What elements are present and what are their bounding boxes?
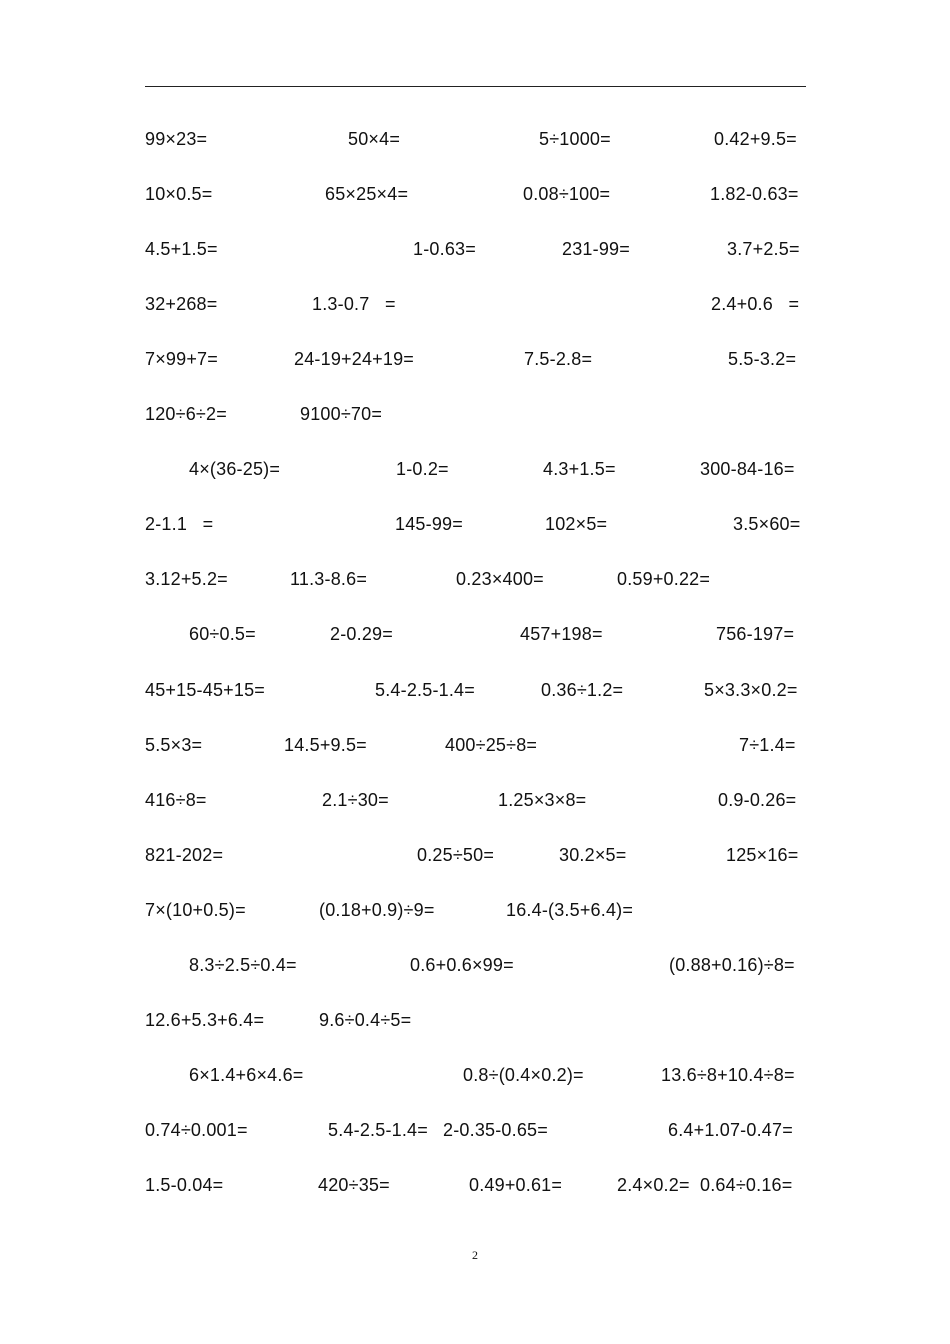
problem-r10-c4: 756-197= — [716, 624, 795, 644]
problem-r10-c2: 2-0.29= — [330, 624, 393, 644]
problem-r20-c3: 0.49+0.61= — [469, 1175, 563, 1195]
problem-r12-c3: 400÷25÷8= — [445, 735, 538, 755]
problem-r14-c3: 30.2×5= — [559, 845, 627, 865]
problem-r18-c2: 0.8÷(0.4×0.2)= — [463, 1065, 584, 1085]
problem-r11-c3: 0.36÷1.2= — [541, 680, 624, 700]
problem-r16-c1: 8.3÷2.5÷0.4= — [189, 955, 297, 975]
problem-r2-c2: 65×25×4= — [325, 184, 409, 204]
problem-r1-c2: 50×4= — [348, 129, 401, 149]
problem-r20-c4: 2.4×0.2= — [617, 1175, 690, 1195]
problem-r7-c1: 4×(36-25)= — [189, 459, 281, 479]
problem-r20-c2: 420÷35= — [318, 1175, 390, 1195]
problem-r14-c4: 125×16= — [726, 845, 799, 865]
problem-r19-c3: 2-0.35-0.65= — [443, 1120, 548, 1140]
problem-r1-c4: 0.42+9.5= — [714, 129, 797, 149]
problem-r5-c4: 5.5-3.2= — [728, 349, 797, 369]
problem-r10-c1: 60÷0.5= — [189, 624, 256, 644]
problem-r3-c4: 3.7+2.5= — [727, 239, 800, 259]
problem-r15-c2: (0.18+0.9)÷9= — [319, 900, 435, 920]
problem-r4-c3: 2.4+0.6 = — [711, 294, 800, 314]
problem-r17-c1: 12.6+5.3+6.4= — [145, 1010, 265, 1030]
problem-r2-c4: 1.82-0.63= — [710, 184, 799, 204]
problem-r14-c2: 0.25÷50= — [417, 845, 495, 865]
problem-r16-c2: 0.6+0.6×99= — [410, 955, 514, 975]
problem-r4-c2: 1.3-0.7 = — [312, 294, 396, 314]
problem-r7-c3: 4.3+1.5= — [543, 459, 616, 479]
problem-r1-c1: 99×23= — [145, 129, 208, 149]
problem-r5-c2: 24-19+24+19= — [294, 349, 415, 369]
problem-r5-c1: 7×99+7= — [145, 349, 218, 369]
problem-r8-c4: 3.5×60= — [733, 514, 801, 534]
problem-r9-c4: 0.59+0.22= — [617, 569, 711, 589]
problem-r7-c4: 300-84-16= — [700, 459, 795, 479]
problem-r9-c1: 3.12+5.2= — [145, 569, 228, 589]
problem-r19-c4: 6.4+1.07-0.47= — [668, 1120, 793, 1140]
problem-r11-c4: 5×3.3×0.2= — [704, 680, 798, 700]
problem-r15-c1: 7×(10+0.5)= — [145, 900, 246, 920]
problem-r10-c3: 457+198= — [520, 624, 603, 644]
problem-r13-c4: 0.9-0.26= — [718, 790, 797, 810]
problem-r13-c1: 416÷8= — [145, 790, 207, 810]
problem-r18-c3: 13.6÷8+10.4÷8= — [661, 1065, 795, 1085]
problem-r2-c1: 10×0.5= — [145, 184, 213, 204]
problem-r20-c5: 0.64÷0.16= — [700, 1175, 793, 1195]
problem-r14-c1: 821-202= — [145, 845, 224, 865]
problem-r7-c2: 1-0.2= — [396, 459, 449, 479]
problem-r15-c3: 16.4-(3.5+6.4)= — [506, 900, 634, 920]
problem-r13-c3: 1.25×3×8= — [498, 790, 587, 810]
problem-r11-c2: 5.4-2.5-1.4= — [375, 680, 475, 700]
problem-r9-c3: 0.23×400= — [456, 569, 544, 589]
problem-r3-c3: 231-99= — [562, 239, 630, 259]
problem-r8-c1: 2-1.1 = — [145, 514, 214, 534]
problem-r13-c2: 2.1÷30= — [322, 790, 389, 810]
problem-r2-c3: 0.08÷100= — [523, 184, 611, 204]
problem-r3-c1: 4.5+1.5= — [145, 239, 218, 259]
problem-r12-c2: 14.5+9.5= — [284, 735, 367, 755]
problem-r17-c2: 9.6÷0.4÷5= — [319, 1010, 412, 1030]
problem-r20-c1: 1.5-0.04= — [145, 1175, 224, 1195]
problem-r19-c1: 0.74÷0.001= — [145, 1120, 248, 1140]
problem-r12-c4: 7÷1.4= — [739, 735, 796, 755]
problem-r18-c1: 6×1.4+6×4.6= — [189, 1065, 304, 1085]
page-number: 2 — [472, 1248, 478, 1262]
problem-r11-c1: 45+15-45+15= — [145, 680, 266, 700]
problem-r19-c2: 5.4-2.5-1.4= — [328, 1120, 428, 1140]
problem-r1-c3: 5÷1000= — [539, 129, 611, 149]
problem-r6-c1: 120÷6÷2= — [145, 404, 227, 424]
problem-r8-c2: 145-99= — [395, 514, 463, 534]
problem-r6-c2: 9100÷70= — [300, 404, 383, 424]
problem-r8-c3: 102×5= — [545, 514, 608, 534]
problem-r5-c3: 7.5-2.8= — [524, 349, 593, 369]
problem-r3-c2: 1-0.63= — [413, 239, 476, 259]
problem-r12-c1: 5.5×3= — [145, 735, 203, 755]
problem-r16-c3: (0.88+0.16)÷8= — [669, 955, 795, 975]
problem-r9-c2: 11.3-8.6= — [290, 569, 368, 589]
problem-r4-c1: 32+268= — [145, 294, 218, 314]
